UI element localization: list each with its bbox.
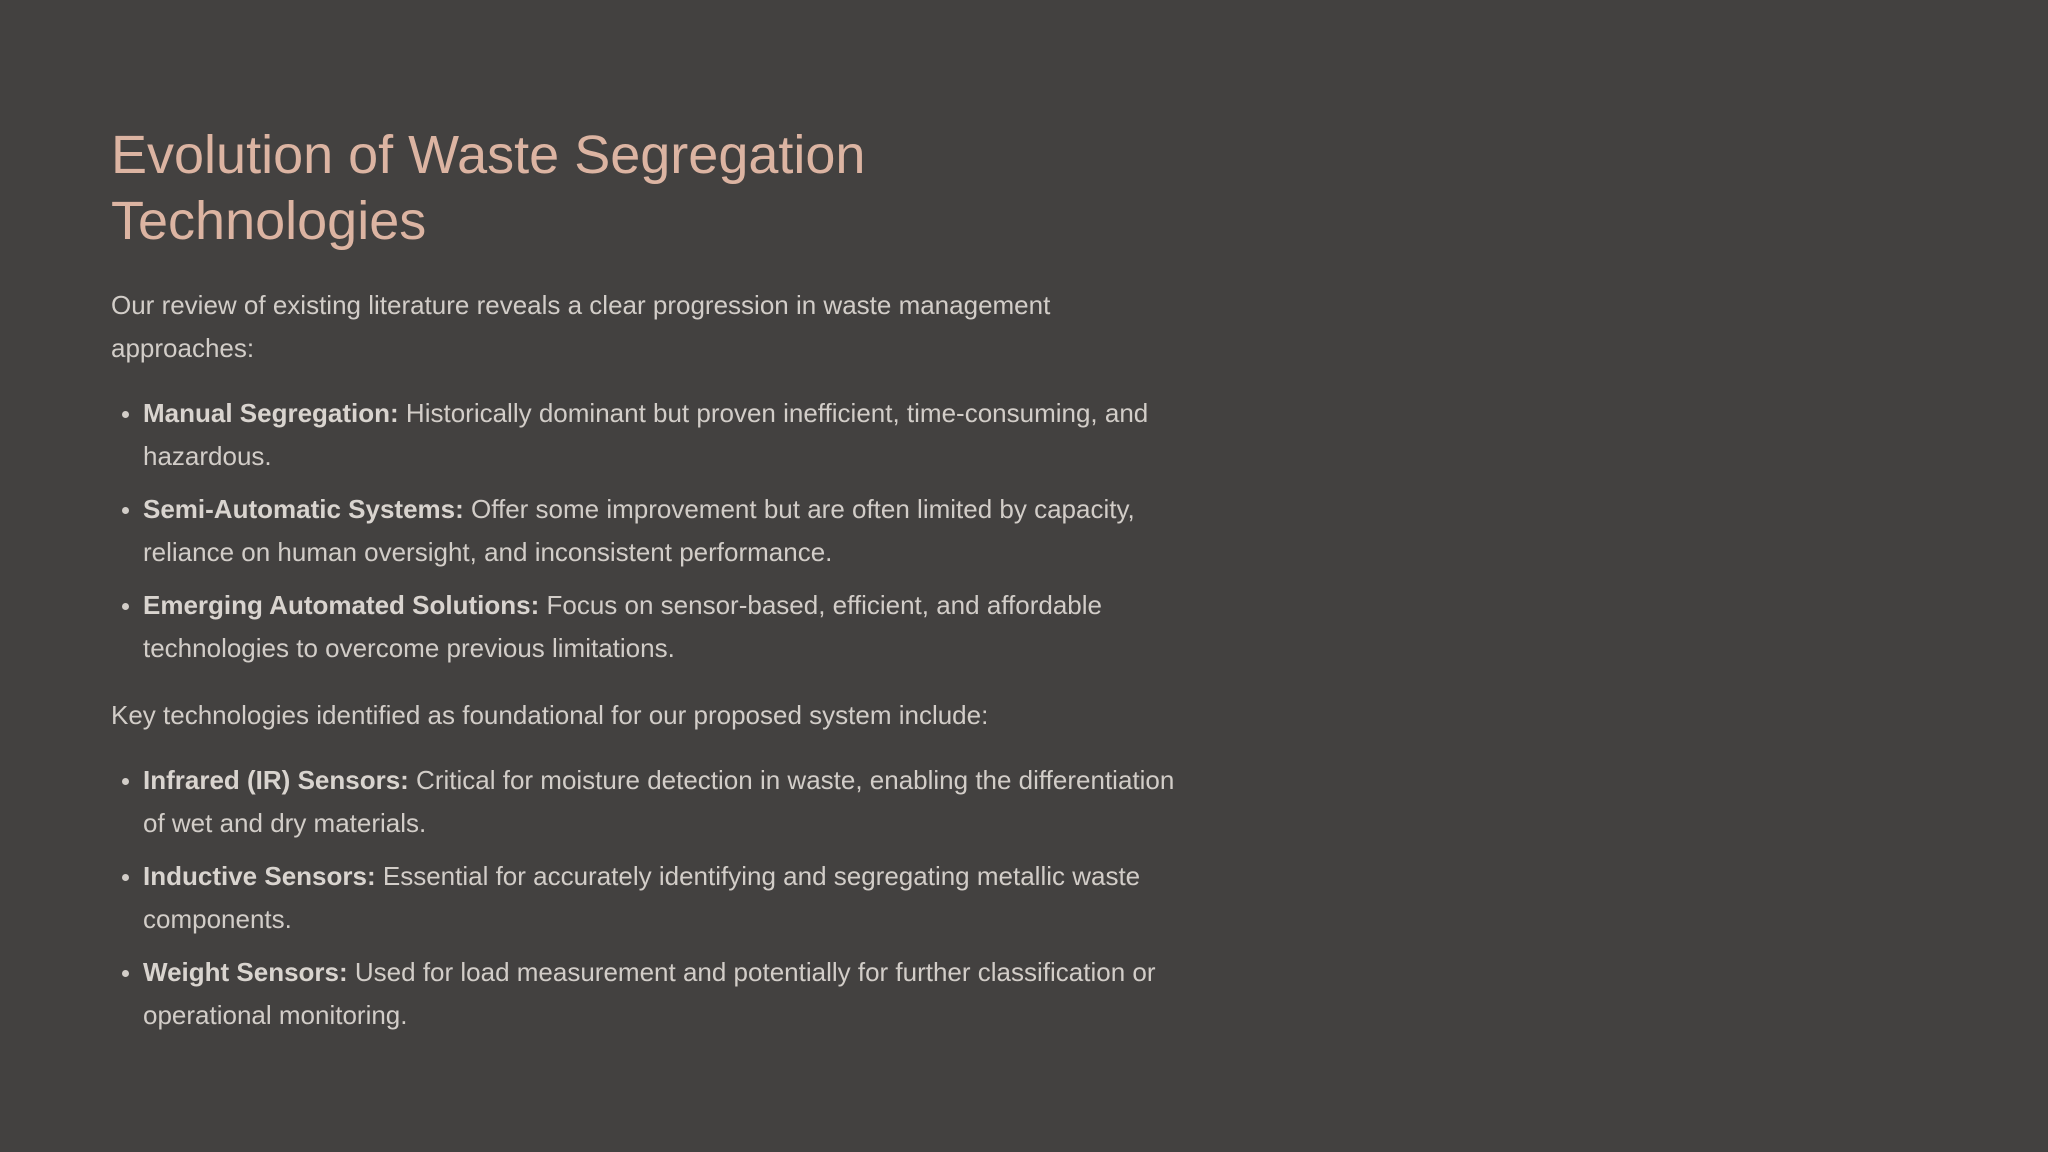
list-item xyxy=(143,951,1191,1037)
bullet-description: Essential for accurately identifying and segregating metallic waste components. xyxy=(143,861,1141,934)
bullet-description: Critical for moisture detection in waste, enabling the differentiation of wet and dry materials. xyxy=(143,765,1175,838)
bullet-icon xyxy=(122,778,129,785)
approaches-list xyxy=(111,392,1191,670)
list-item xyxy=(143,488,1191,574)
list-item xyxy=(143,759,1191,845)
bullet-description: Focus on sensor-based, efficient, and affordable technologies to overcome previous limitations. xyxy=(143,590,1102,663)
bullet-description: Offer some improvement but are often limited by capacity, reliance on human oversight, and inconsistent performance. xyxy=(143,494,1135,567)
bullet-term: Weight Sensors: xyxy=(143,957,348,987)
bullet-icon xyxy=(122,507,129,514)
bullet-term: Infrared (IR) Sensors: xyxy=(143,765,409,795)
bullet-icon xyxy=(122,874,129,881)
slide-title: Evolution of Waste Segregation Technologies xyxy=(111,125,866,251)
bullet-icon xyxy=(122,603,129,610)
slide-content xyxy=(111,122,1191,1047)
bullet-icon xyxy=(122,970,129,977)
bullet-icon xyxy=(122,411,129,418)
bullet-term: Semi-Automatic Systems: xyxy=(143,494,464,524)
list-item xyxy=(143,584,1191,670)
bullet-description: Used for load measurement and potentially for further classification or operational monitoring. xyxy=(143,957,1156,1030)
key-technologies-paragraph: Key technologies identified as foundational for our proposed system include: xyxy=(111,700,989,730)
bullet-description: Historically dominant but proven inefficient, time-consuming, and hazardous. xyxy=(143,398,1149,471)
bullet-term: Manual Segregation: xyxy=(143,398,399,428)
bullet-term: Emerging Automated Solutions: xyxy=(143,590,540,620)
technologies-list xyxy=(111,759,1191,1037)
list-item xyxy=(143,392,1191,478)
bullet-term: Inductive Sensors: xyxy=(143,861,376,891)
list-item xyxy=(143,855,1191,941)
intro-paragraph: Our review of existing literature reveals a clear progression in waste management approaches: xyxy=(111,290,1051,363)
